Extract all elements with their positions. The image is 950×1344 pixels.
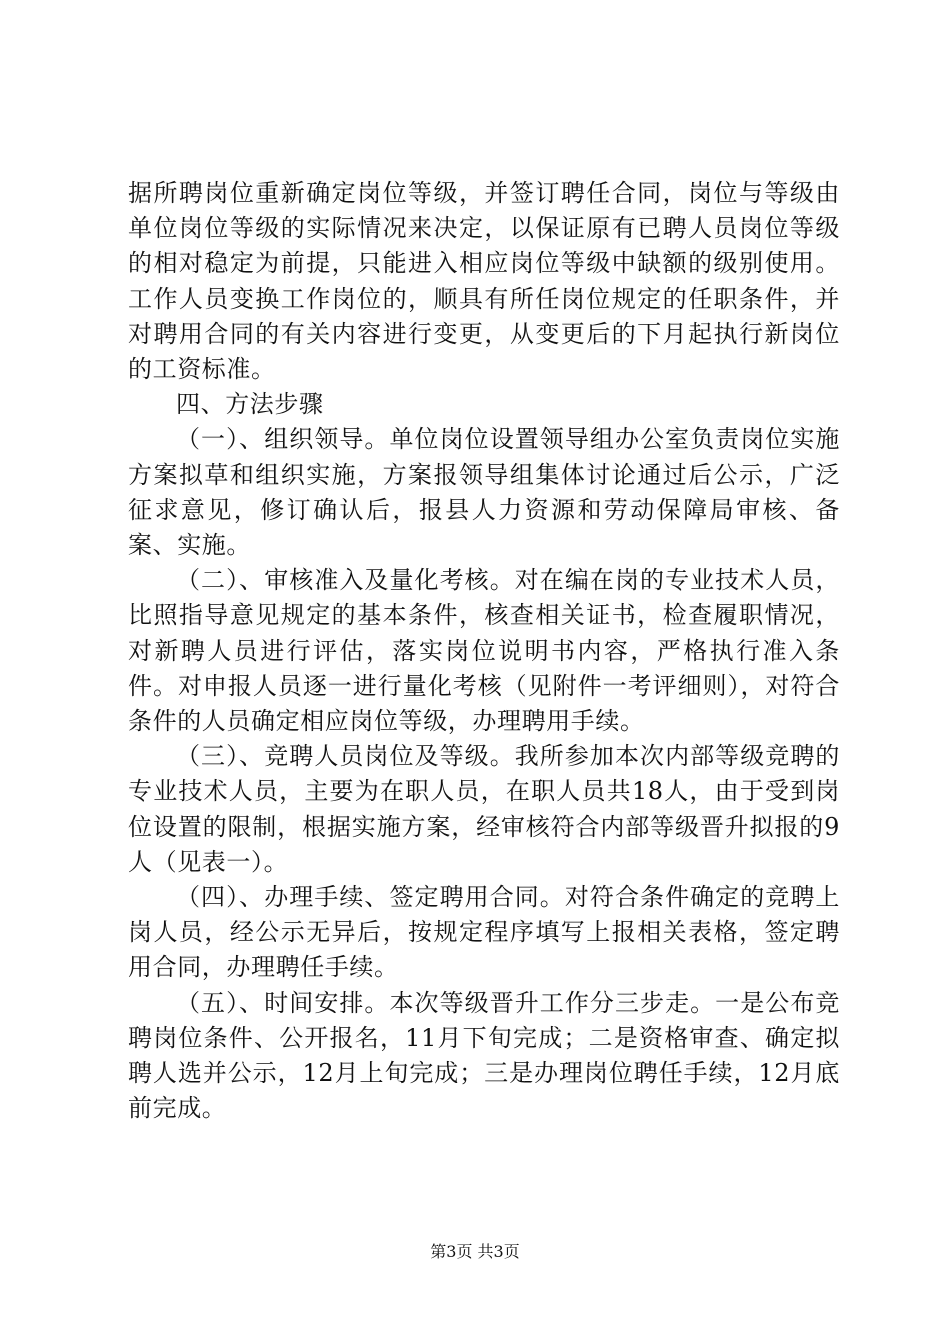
paragraph-schedule: （五）、时间安排。本次等级晋升工作分三步走。一是公布竞聘岗位条件、公开报名，11月下旬完成；二是资格审查、确定拟聘人选并公示，12月上旬完成；三是办理岗位聘任手续，12月底前完成。 <box>128 988 840 1123</box>
paragraph-review-assessment: （二）、审核准入及量化考核。对在编在岗的专业技术人员，比照指导意见规定的基本条件，核查相关证书，检查履职情况，对新聘人员进行评估，落实岗位说明书内容，严格执行准入条件。对申报人员逐一进行量化考核（见附件一考评细则），对符合条件的人员确定相应岗位等级，办理聘用手续。 <box>128 566 840 736</box>
paragraph-candidates-levels: （三）、竞聘人员岗位及等级。我所参加本次内部等级竞聘的专业技术人员，主要为在职人员，在职人员共18人，由于受到岗位设置的限制，根据实施方案，经审核符合内部等级晋升拟报的9人（见表一）。 <box>128 742 840 876</box>
section-heading-method-steps: 四、方法步骤 <box>176 390 324 419</box>
page-number-footer: 第3页 共3页 <box>430 1242 520 1261</box>
paragraph-organization-leadership: （一）、组织领导。单位岗位设置领导组办公室负责岗位实施方案拟草和组织实施，方案报领导组集体讨论通过后公示，广泛征求意见，修订确认后，报县人力资源和劳动保障局审核、备案、实施。 <box>128 425 840 560</box>
paragraph-procedures-contract: （四）、办理手续、签定聘用合同。对符合条件确定的竞聘上岗人员，经公示无异后，按规定程序填写上报相关表格，签定聘用合同，办理聘任手续。 <box>128 883 840 982</box>
paragraph-continuation: 据所聘岗位重新确定岗位等级，并签订聘任合同，岗位与等级由单位岗位等级的实际情况来决定，以保证原有已聘人员岗位等级的相对稳定为前提，只能进入相应岗位等级中缺额的级别使用。工作人员变换工作岗位的，顺具有所任岗位规定的任职条件，并对聘用合同的有关内容进行变更，从变更后的下月起执行新岗位的工资标准。 <box>128 179 840 384</box>
document-body <box>128 176 840 1126</box>
